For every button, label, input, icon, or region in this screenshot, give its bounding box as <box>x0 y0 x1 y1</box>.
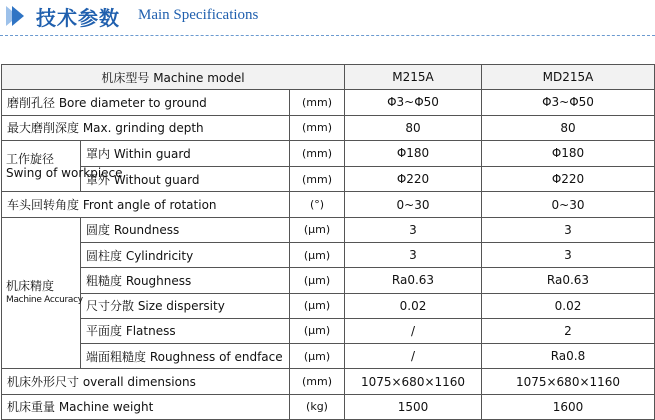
value-m215a: 3 <box>345 242 482 267</box>
section-title-en: Main Specifications <box>138 7 259 23</box>
row-unit: (kg) <box>290 394 345 419</box>
row-unit: (mm) <box>290 115 345 140</box>
row-unit: (mm) <box>290 140 345 166</box>
table-row <box>2 115 655 140</box>
value-md215a: Φ220 <box>482 167 655 192</box>
value-md215a: 0~30 <box>482 192 655 217</box>
table-row <box>2 192 655 217</box>
value-m215a: 80 <box>345 115 482 140</box>
row-label: 最大磨削深度 Max. grinding depth <box>2 115 290 140</box>
value-md215a: 1075×680×1160 <box>482 369 655 394</box>
value-md215a: 2 <box>482 318 655 343</box>
row-label: 粗糙度 Roughness <box>81 268 290 293</box>
table-row <box>2 344 655 369</box>
table-row <box>2 167 655 192</box>
table-row <box>2 394 655 419</box>
swing-group-label <box>2 140 123 192</box>
row-label: 端面粗糙度 Roughness of endface <box>81 344 290 369</box>
value-m215a: / <box>345 318 482 343</box>
value-md215a: 1600 <box>482 394 655 419</box>
accuracy-label-cn: 机床精度 <box>6 279 55 294</box>
row-unit: (mm) <box>290 369 345 394</box>
row-label: 尺寸分散 Size dispersity <box>81 293 290 318</box>
table-row <box>2 140 655 166</box>
row-unit: (mm) <box>290 90 345 115</box>
value-md215a: Ra0.8 <box>482 344 655 369</box>
row-label: 罩内 Within guard <box>81 140 290 166</box>
header-label: 机床型号 Machine model <box>2 65 345 90</box>
swing-label-cn: 工作旋径 <box>6 152 55 167</box>
header-divider <box>0 35 655 36</box>
value-md215a: 3 <box>482 242 655 267</box>
table-row <box>2 90 655 115</box>
row-unit: (μm) <box>290 268 345 293</box>
value-m215a: 1500 <box>345 394 482 419</box>
row-unit: (mm) <box>290 167 345 192</box>
row-unit: (μm) <box>290 242 345 267</box>
table-row <box>2 369 655 394</box>
row-label: 车头回转角度 Front angle of rotation <box>2 192 290 217</box>
row-unit: (°) <box>290 192 345 217</box>
value-md215a: Φ3~Φ50 <box>482 90 655 115</box>
spec-table <box>1 64 655 420</box>
row-label: 罩外 Without guard <box>81 167 290 192</box>
value-md215a: 0.02 <box>482 293 655 318</box>
value-md215a: Φ180 <box>482 140 655 166</box>
row-unit: (μm) <box>290 344 345 369</box>
model-m215a: M215A <box>345 65 482 90</box>
value-m215a: Φ180 <box>345 140 482 166</box>
value-md215a: 80 <box>482 115 655 140</box>
row-unit: (μm) <box>290 293 345 318</box>
table-row <box>2 268 655 293</box>
section-title-cn: 技术参数 <box>36 6 120 30</box>
table-header-row <box>2 65 655 90</box>
row-label: 平面度 Flatness <box>81 318 290 343</box>
value-m215a: 1075×680×1160 <box>345 369 482 394</box>
value-m215a: Φ220 <box>345 167 482 192</box>
accuracy-group-label <box>2 217 81 369</box>
row-label: 圆柱度 Cylindricity <box>81 242 290 267</box>
row-label: 圆度 Roundness <box>81 217 290 242</box>
table-row <box>2 318 655 343</box>
arrow-bullet-icon <box>4 4 26 28</box>
value-m215a: Φ3~Φ50 <box>345 90 482 115</box>
row-unit: (μm) <box>290 318 345 343</box>
section-header <box>0 0 655 36</box>
row-label: 磨削孔径 Bore diameter to ground <box>2 90 290 115</box>
table-row <box>2 293 655 318</box>
value-m215a: 0.02 <box>345 293 482 318</box>
table-row <box>2 217 655 242</box>
row-unit: (μm) <box>290 217 345 242</box>
value-m215a: / <box>345 344 482 369</box>
accuracy-label-en: Machine Accuracy <box>6 295 83 306</box>
table-row <box>2 242 655 267</box>
value-md215a: Ra0.63 <box>482 268 655 293</box>
row-label: 机床重量 Machine weight <box>2 394 290 419</box>
value-m215a: Ra0.63 <box>345 268 482 293</box>
model-md215a: MD215A <box>482 65 655 90</box>
value-m215a: 3 <box>345 217 482 242</box>
value-m215a: 0~30 <box>345 192 482 217</box>
row-label: 机床外形尺寸 overall dimensions <box>2 369 290 394</box>
swing-label-en: Swing of workpiece <box>6 166 123 181</box>
value-md215a: 3 <box>482 217 655 242</box>
